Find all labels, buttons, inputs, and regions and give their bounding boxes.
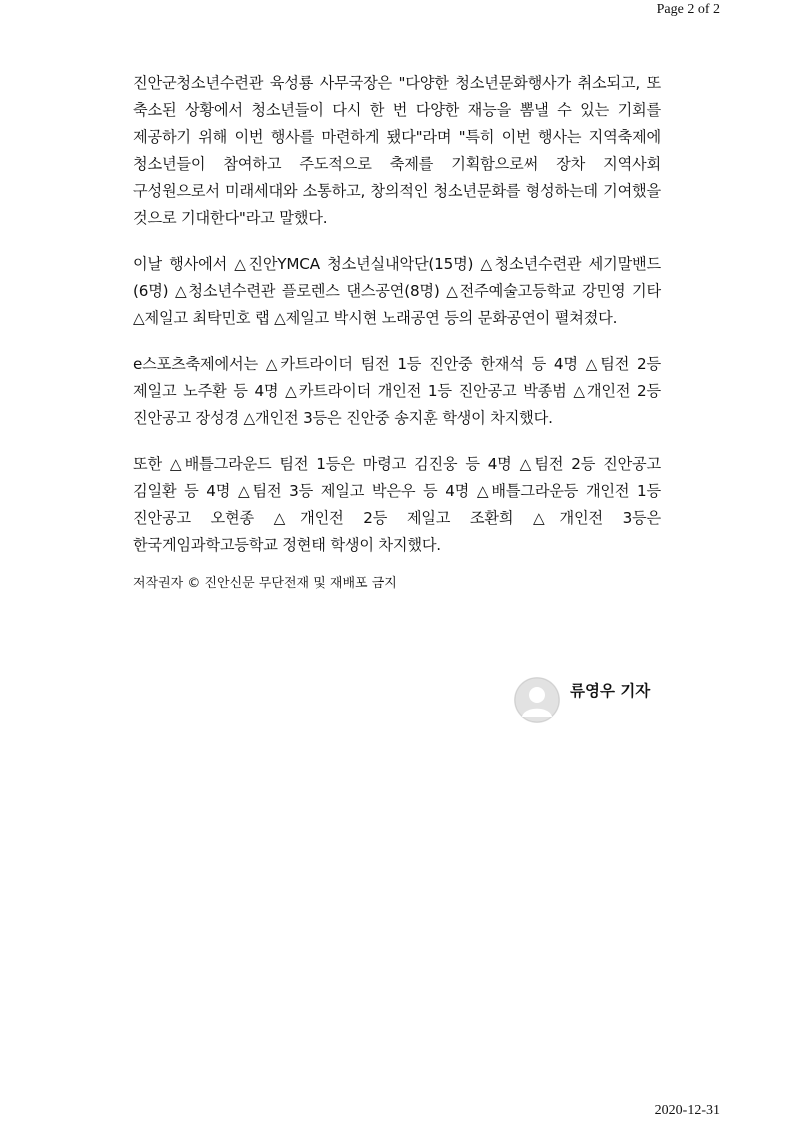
page-number: Page 2 of 2	[656, 2, 720, 17]
article-body	[133, 70, 661, 594]
user-avatar-icon	[514, 677, 560, 723]
print-date: 2020-12-31	[654, 1103, 720, 1118]
article-paragraph: 진안군청소년수련관 육성룡 사무국장은 "다양한 청소년문화행사가 취소되고, 또 축소된 상황에서 청소년들이 다시 한 번 다양한 재능을 뽐낼 수 있는 기회를 제공하기 위해 이번 행사를 마련하게 됐다"라며 "특히 이번 행사는 지역축제에 청소년들이 참여하고 주도적으로 축제를 기획함으로써 장차 지역사회 구성원으로서 미래세대와 소통하고, 창의적인 청소년문화를 형성하는데 기여했을 것으로 기대한다"라고 말했다.	[133, 74, 661, 227]
article-paragraph: 또한 △배틀그라운드 팀전 1등은 마령고 김진웅 등 4명 △팀전 2등 진안공고 김일환 등 4명 △팀전 3등 제일고 박은우 등 4명 △배틀그라운등 개인전 1등 진안공고 오현종 △개인전 2등 제일고 조환희 △개인전 3등은 한국게임과학고등학교 정현태 학생이 차지했다.	[133, 455, 661, 554]
copyright-notice: 저작권자 © 진안신문 무단전재 및 재배포 금지	[133, 576, 397, 591]
article-paragraph: 이날 행사에서 △진안YMCA 청소년실내악단(15명) △청소년수련관 세기말밴드(6명) △청소년수련관 플로렌스 댄스공연(8명) △전주예술고등학교 강민영 기타 △제일고 최탁민호 랩 △제일고 박시현 노래공연 등의 문화공연이 펼쳐졌다.	[133, 255, 661, 327]
reporter-name: 류영우 기자	[570, 682, 651, 700]
article-paragraph: e스포츠축제에서는 △카트라이더 팀전 1등 진안중 한재석 등 4명 △팀전 2등 제일고 노주환 등 4명 △카트라이더 개인전 1등 진안공고 박종범 △개인전 2등 진안공고 장성경 △개인전 3등은 진안중 송지훈 학생이 차지했다.	[133, 355, 661, 427]
reporter-byline	[514, 676, 650, 724]
